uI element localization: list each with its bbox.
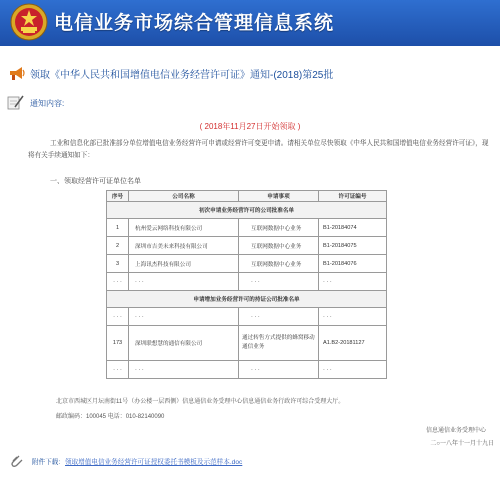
cell-license: B1-20184074	[319, 219, 387, 237]
header-no: 序号	[107, 191, 129, 202]
notice-body: 工业和信息化部已批准部分单位增值电信业务经营许可申请或经营许可变更申请。请相关单位尽快领取《中华人民共和国增值电信业务经营许可证》，现将有关手续通知如下：	[28, 140, 489, 159]
cell-ellipsis: · · ·	[239, 273, 319, 291]
cell-ellipsis: · · ·	[107, 361, 129, 379]
table-row	[107, 237, 387, 255]
attachment-paperclip-icon	[8, 452, 24, 468]
cell-ellipsis: · · ·	[239, 361, 319, 379]
cell-item: 互联网数据中心业务	[239, 219, 319, 237]
cell-company: 深圳市吉美未来科技有限公司	[129, 237, 239, 255]
table-row	[107, 255, 387, 273]
group-row-additional	[107, 291, 387, 308]
notice-salutation: 通知内容:	[30, 99, 65, 108]
cell-company: 上海讯杰科技有限公司	[129, 255, 239, 273]
cell-license: B1-20184076	[319, 255, 387, 273]
cell-no: 3	[107, 255, 129, 273]
section-heading: 一、领取经营许可证单位名单	[50, 178, 141, 185]
cell-ellipsis: · · ·	[129, 308, 239, 326]
table-header-row	[107, 191, 387, 202]
cell-ellipsis: · · ·	[319, 308, 387, 326]
cell-ellipsis: · · ·	[319, 361, 387, 379]
header-item: 申请事项	[239, 191, 319, 202]
ellipsis-row	[107, 308, 387, 326]
group-title: 初次申请业务经营许可的公司批准名单	[107, 202, 387, 219]
license-table	[106, 190, 387, 379]
header-license: 许可证编号	[319, 191, 387, 202]
site-banner	[0, 0, 500, 46]
cell-item: 通过转售方式提供的蜂窝移动通信业务	[239, 326, 319, 361]
cell-no: 2	[107, 237, 129, 255]
national-emblem-icon	[10, 3, 48, 41]
cell-ellipsis: · · ·	[107, 308, 129, 326]
pen-note-icon	[6, 94, 24, 110]
cell-ellipsis: · · ·	[129, 361, 239, 379]
attachment-label: 附件下载:	[32, 459, 61, 466]
table-row	[107, 219, 387, 237]
megaphone-icon	[8, 64, 26, 82]
cell-no: 1	[107, 219, 129, 237]
cell-item: 互联网数据中心业务	[239, 237, 319, 255]
contact-info: 邮政编码：100045 电话：010-82140090	[56, 414, 165, 420]
cell-ellipsis: · · ·	[129, 273, 239, 291]
cell-no: 173	[107, 326, 129, 361]
pickup-date: ( 2018年11月27日开始领取 )	[199, 122, 301, 131]
notice-title: 领取《中华人民共和国增值电信业务经营许可证》通知-(2018)第25批	[30, 70, 334, 81]
cell-ellipsis: · · ·	[239, 308, 319, 326]
site-title: 电信业务市场综合管理信息系统	[54, 12, 335, 34]
ellipsis-row	[107, 361, 387, 379]
cell-company: 深圳联想慧的通信有限公司	[129, 326, 239, 361]
attachment-download-link[interactable]: 领取增值电信业务经营许可证授权委托书模板及示范样本.doc	[65, 459, 243, 466]
cell-ellipsis: · · ·	[107, 273, 129, 291]
group-row-initial	[107, 202, 387, 219]
cell-item: 互联网数据中心业务	[239, 255, 319, 273]
cell-ellipsis: · · ·	[319, 273, 387, 291]
table-row	[107, 326, 387, 361]
header-company: 公司名称	[129, 191, 239, 202]
issuing-org: 信息通信业务受理中心	[425, 428, 486, 434]
issue-date: 二○一八年十一月十九日	[430, 441, 494, 447]
office-address: 北京市西城区月坛南街11号（办公楼一层西侧）信息通信业务受理中心信息通信业务行政许可综合受理大厅。	[56, 399, 345, 405]
ellipsis-row	[107, 273, 387, 291]
group-title: 申请增加业务经营许可的持证公司批准名单	[107, 291, 387, 308]
cell-company: 杭州爱云网络科技有限公司	[129, 219, 239, 237]
cell-license: B1-20184075	[319, 237, 387, 255]
cell-license: A1.B2-20181127	[319, 326, 387, 361]
